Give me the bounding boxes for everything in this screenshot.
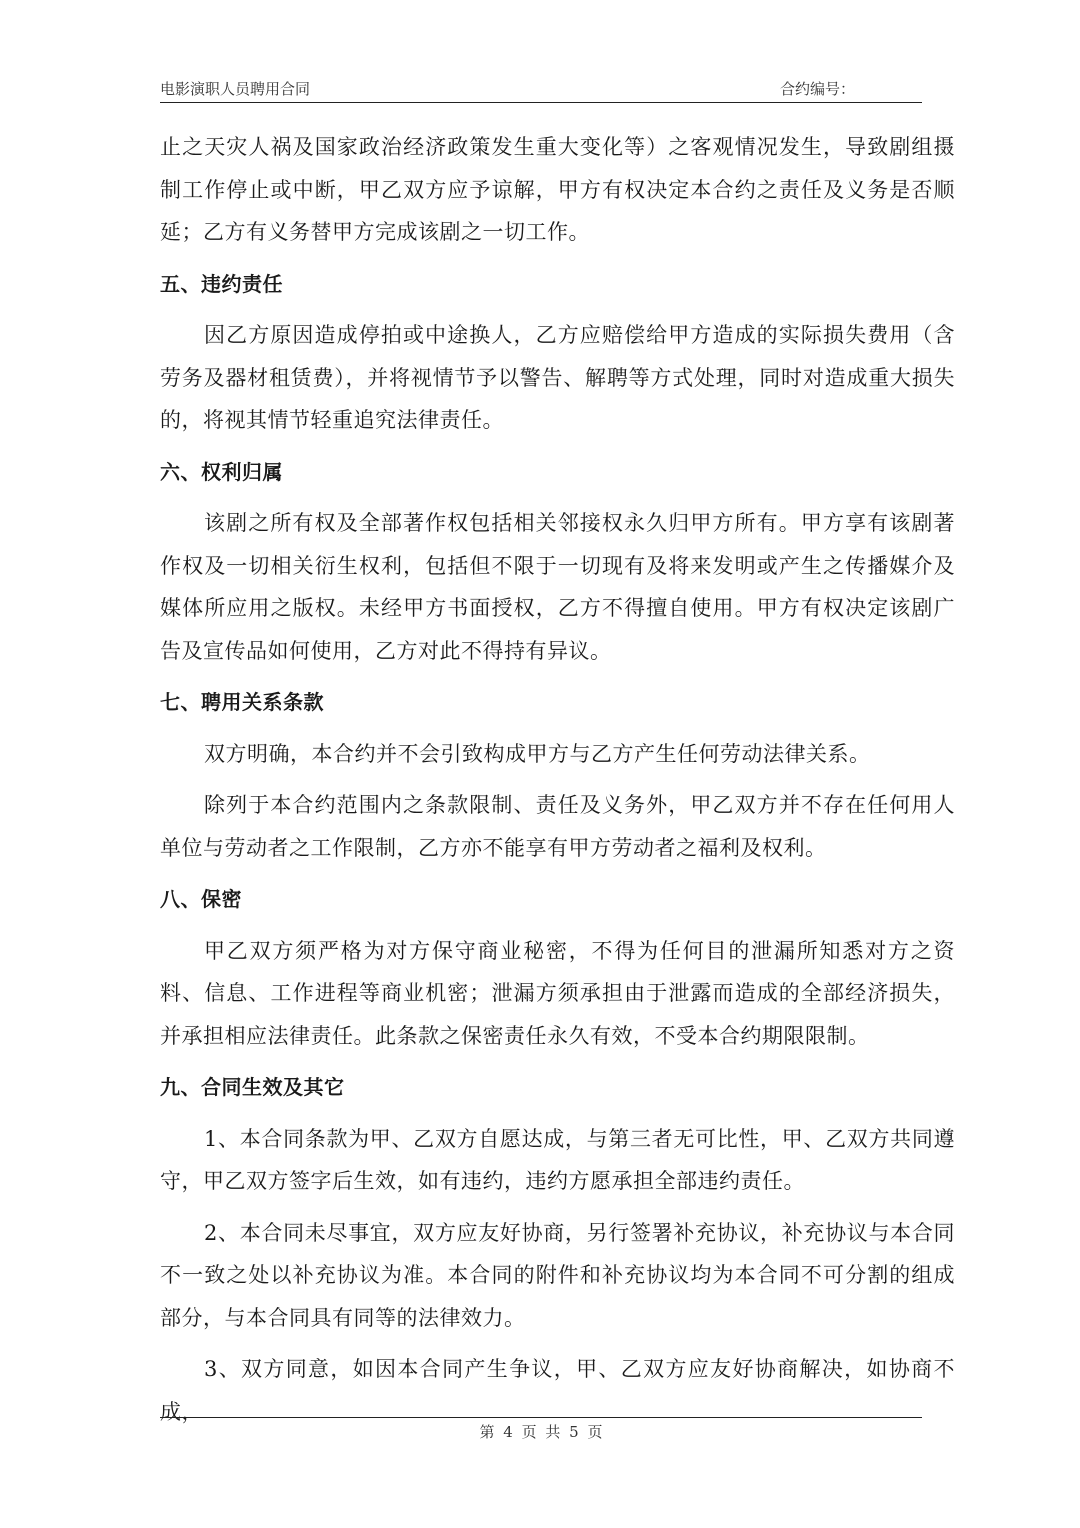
paragraph-employment-1: 双方明确，本合约并不会引致构成甲方与乙方产生任何劳动法律关系。 [204, 741, 871, 766]
section-heading-confidentiality: 八、保密 [160, 887, 242, 911]
page-number: 第 4 页 共 5 页 [479, 1423, 603, 1441]
paragraph-confidentiality: 甲乙双方须严格为对方保守商业秘密，不得为任何目的泄漏所知悉对方之资料、信息、工作进程等商业机密；泄漏方须承担由于泄露而造成的全部经济损失，并承担相应法律责任。此条款之保密责任永久有效，不受本合约期限限制。 [160, 938, 955, 1048]
paragraph-employment-2: 除列于本合约范围内之条款限制、责任及义务外，甲乙双方并不存在任何用人单位与劳动者之工作限制，乙方亦不能享有甲方劳动者之福利及权利。 [160, 793, 955, 860]
document-title: 电影演职人员聘用合同 [160, 80, 311, 98]
page-header [160, 76, 922, 103]
section-heading-effectiveness: 九、合同生效及其它 [160, 1075, 345, 1099]
paragraph-effectiveness-2: 2、本合同未尽事宜，双方应友好协商，另行签署补充协议，补充协议与本合同不一致之处以补充协议为准。本合同的附件和补充协议均为本合同不可分割的组成部分，与本合同具有同等的法律效力。 [160, 1220, 955, 1330]
intro-paragraph: 止之天灾人祸及国家政治经济政策发生重大变化等）之客观情况发生，导致剧组摄制工作停止或中断，甲乙双方应予谅解，甲方有权决定本合约之责任及义务是否顺延；乙方有义务替甲方完成该剧之一切工作。 [160, 135, 955, 244]
footer-divider [160, 1417, 922, 1418]
contract-number-label: 合约编号： [780, 80, 856, 98]
section-heading-breach: 五、违约责任 [160, 271, 283, 296]
section-heading-employment: 七、聘用关系条款 [160, 690, 324, 714]
paragraph-rights: 该剧之所有权及全部著作权包括相关邻接权永久归甲方所有。甲方享有该剧著作权及一切相关衍生权利，包括但不限于一切现有及将来发明或产生之传播媒介及媒体所应用之版权。未经甲方书面授权，乙方不得擅自使用。甲方有权决定该剧广告及宣传品如何使用，乙方对此不得持有异议。 [160, 511, 955, 663]
section-heading-rights: 六、权利归属 [160, 459, 283, 484]
paragraph-effectiveness-1: 1、本合同条款为甲、乙双方自愿达成，与第三者无可比性，甲、乙双方共同遵守，甲乙双方签字后生效，如有违约，违约方愿承担全部违约责任。 [160, 1126, 955, 1193]
paragraph-breach: 因乙方原因造成停拍或中途换人，乙方应赔偿给甲方造成的实际损失费用（含劳务及器材租赁费），并将视情节予以警告、解聘等方式处理，同时对造成重大损失的，将视其情节轻重追究法律责任。 [160, 323, 955, 432]
document-body [160, 126, 955, 1433]
paragraph-effectiveness-3: 3、双方同意，如因本合同产生争议，甲、乙双方应友好协商解决，如协商不成， [160, 1357, 955, 1424]
